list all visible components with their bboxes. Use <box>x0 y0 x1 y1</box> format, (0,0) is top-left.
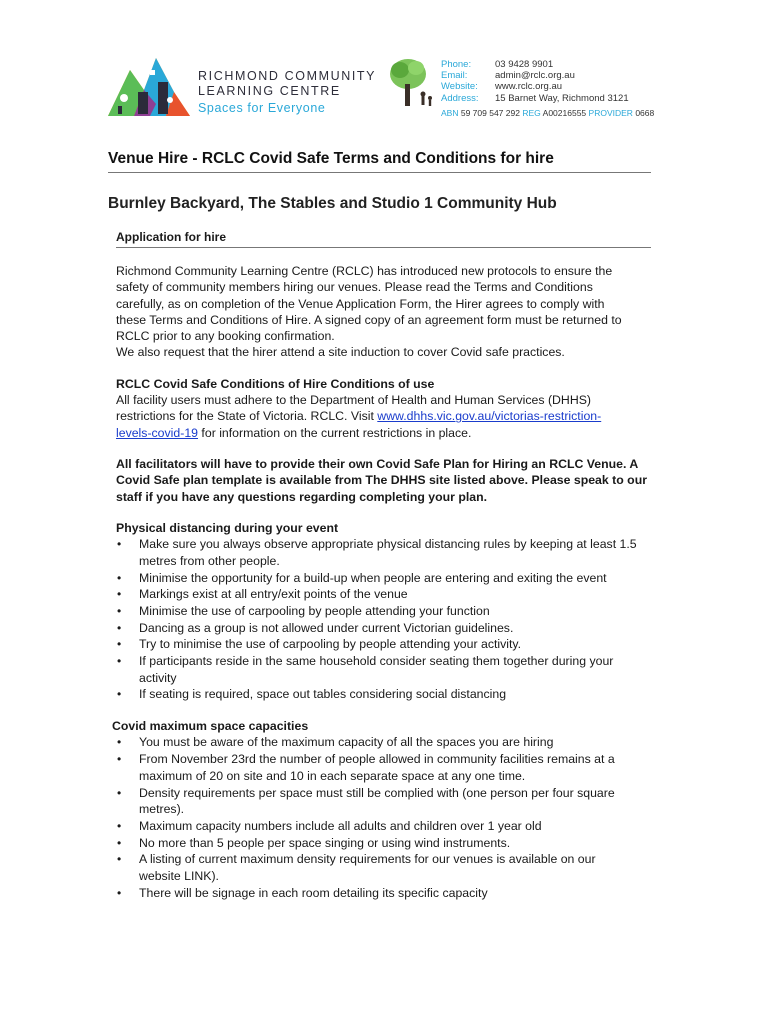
contact-block <box>441 59 629 104</box>
org-name-line1: RICHMOND COMMUNITY <box>198 69 377 83</box>
capacities-list <box>116 734 651 901</box>
list-item: • Try to minimise the use of carpooling by people attending your activity. <box>116 636 651 653</box>
capacities-heading: Covid maximum space capacities <box>112 719 309 734</box>
document-body <box>108 150 651 902</box>
list-item: • Make sure you always observe appropriate physical distancing rules by keeping at least 1.5 metres from other people. <box>116 536 651 569</box>
org-name-line2: LEARNING CENTRE <box>198 84 341 98</box>
facilitators-paragraph: All facilitators will have to provide their own Covid Safe Plan for Hiring an RCLC Venue. A Covid Safe plan template is available from The DHHS site listed above. Please speak to our staff if you have any questions regarding completing your plan. <box>116 456 647 504</box>
rclc-logo-icon <box>104 52 194 118</box>
org-tagline: Spaces for Everyone <box>198 101 326 115</box>
contact-phone: Phone: 03 9428 9901 <box>441 59 554 70</box>
list-item: • No more than 5 people per space singing or using wind instruments. <box>116 835 651 852</box>
list-item: • Dancing as a group is not allowed under current Victorian guidelines. <box>116 620 651 637</box>
list-item: • A listing of current maximum density requirements for our venues is available on our website LINK). <box>116 851 651 884</box>
intro-paragraph: Richmond Community Learning Centre (RCLC) has introduced new protocols to ensure the safety of community members hiring our venues. Please read the Terms and Conditions carefully, as on completion of the Venue Application Form, the Hirer agrees to comply with these Terms and Conditions of Hire. A signed copy of an agreement form must be returned to RCLC prior to any booking confirmation. We also request that the hirer attend a site induction to cover Covid safe practices. <box>116 264 622 360</box>
section-label-application: Application for hire <box>116 230 651 248</box>
list-item: • Density requirements per space must still be complied with (one person per four square metres). <box>116 785 651 818</box>
list-item: • You must be aware of the maximum capacity of all the spaces you are hiring <box>116 734 651 751</box>
tree-icon <box>386 56 436 110</box>
distancing-heading: Physical distancing during your event <box>116 520 339 535</box>
letterhead <box>0 0 770 130</box>
list-item: • If seating is required, space out tables considering social distancing <box>116 686 651 703</box>
capacities-section <box>112 718 651 901</box>
list-item: • From November 23rd the number of people allowed in community facilities remains at a maximum of 20 on site and 10 in each separate space at any one time. <box>116 751 651 784</box>
dhhs-link-continued[interactable]: levels-covid-19 <box>116 425 199 440</box>
contact-address: Address: 15 Barnet Way, Richmond 3121 <box>441 92 629 104</box>
list-item: • Maximum capacity numbers include all adults and children over 1 year old <box>116 818 651 835</box>
list-item: • There will be signage in each room detailing its specific capacity <box>116 885 651 902</box>
list-item: • Minimise the opportunity for a build-up when people are entering and exiting the event <box>116 570 651 587</box>
conditions-heading: RCLC Covid Safe Conditions of Hire Conditions of use <box>116 376 435 391</box>
contact-website: Website: www.rclc.org.au <box>441 81 563 93</box>
list-item: • If participants reside in the same household consider seating them together during your activity <box>116 653 651 686</box>
list-item: • Markings exist at all entry/exit points of the venue <box>116 586 651 603</box>
contact-email: Email: admin@rclc.org.au <box>441 70 575 82</box>
distancing-section <box>116 520 651 703</box>
conditions-paragraph: RCLC Covid Safe Conditions of Hire Conditions of use All facility users must adhere to the Department of Health and Human Services (DHHS) restrictions for the State of Victoria. RCLC. Visit www.dhhs.vic.gov.au/victorias-restriction- levels-covid-19 for information on the current restrictions in place. <box>116 376 651 441</box>
document-title: Venue Hire - RCLC Covid Safe Terms and Conditions for hire <box>108 150 651 173</box>
distancing-list <box>116 536 651 703</box>
registration-line: ABN 59 709 547 292 REG A00216555 PROVIDER 0668 <box>441 108 655 118</box>
dhhs-link[interactable]: www.dhhs.vic.gov.au/victorias-restriction- <box>377 409 602 424</box>
document-subtitle: Burnley Backyard, The Stables and Studio 1 Community Hub <box>108 195 557 212</box>
list-item: • Minimise the use of carpooling by people attending your function <box>116 603 651 620</box>
